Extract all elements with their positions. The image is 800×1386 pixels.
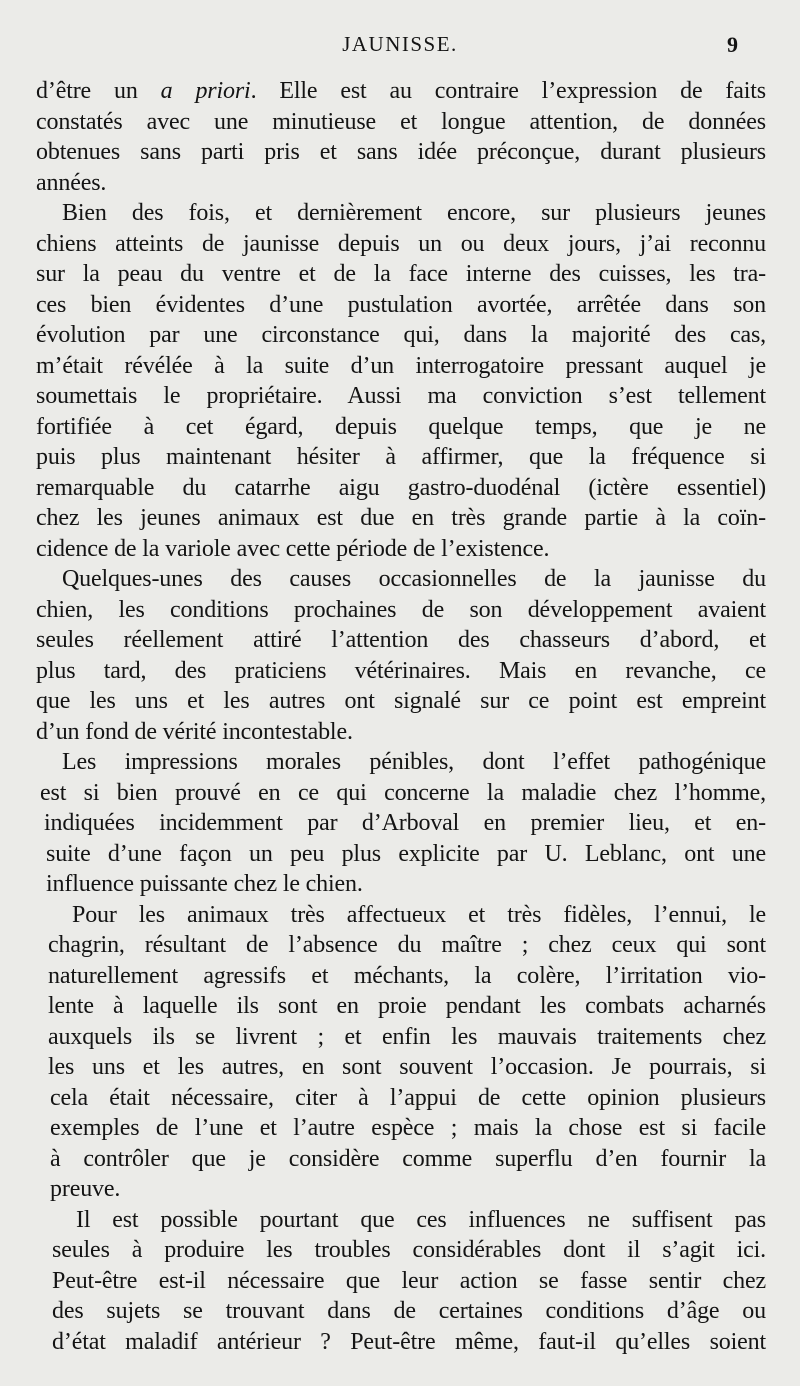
text-line: sur la peau du ventre et de la face interne des cuisses, les tra- bbox=[36, 261, 766, 287]
text-line: suite d’une façon un peu plus explicite par U. Leblanc, ont une bbox=[46, 840, 766, 867]
page-number: 9 bbox=[727, 32, 738, 57]
text-line: évolution par une circonstance qui, dans la majorité des cas, bbox=[36, 322, 766, 348]
text-line: Quelques-unes des causes occasionnelles de la jaunisse du bbox=[62, 566, 766, 592]
text-line: d’état maladif antérieur ? Peut-être même, faut-il qu’elles soient bbox=[52, 1328, 766, 1355]
text-line: d’être un a priori. Elle est au contraire l’expression de faits bbox=[36, 78, 766, 104]
text-line: remarquable du catarrhe aigu gastro-duodénal (ictère essentiel) bbox=[36, 474, 766, 501]
text-line: puis plus maintenant hésiter à affirmer, que la fréquence si bbox=[36, 444, 766, 470]
text-line: indiquées incidemment par d’Arboval en premier lieu, et en- bbox=[44, 810, 766, 836]
text-line: que les uns et les autres ont signalé sur ce point est empreint bbox=[36, 688, 766, 714]
running-title: JAUNISSE. bbox=[342, 32, 458, 56]
text-line: seules à produire les troubles considérables dont il s’agit ici. bbox=[52, 1237, 766, 1263]
text-line: preuve. bbox=[50, 1176, 121, 1202]
text-line: obtenues sans parti pris et sans idée préconçue, durant plusieurs bbox=[36, 139, 766, 165]
text-line: ces bien évidentes d’une pustulation avortée, arrêtée dans son bbox=[36, 291, 766, 318]
text-line: influence puissante chez le chien. bbox=[46, 871, 363, 897]
text-line: les uns et les autres, en sont souvent l’occasion. Je pourrais, si bbox=[48, 1054, 766, 1080]
text-line: des sujets se trouvant dans de certaines conditions d’âge ou bbox=[52, 1298, 766, 1324]
text-line: années. bbox=[36, 169, 107, 196]
text-line: soumettais le propriétaire. Aussi ma conviction s’est tellement bbox=[36, 383, 766, 409]
text-line: chez les jeunes animaux est due en très grande partie à la coïn- bbox=[36, 505, 766, 531]
text-line: chiens atteints de jaunisse depuis un ou deux jours, j’ai reconnu bbox=[36, 230, 766, 257]
text-line: d’un fond de vérité incontestable. bbox=[36, 718, 353, 745]
text-line: m’était révélée à la suite d’un interrogatoire pressant auquel je bbox=[36, 352, 766, 379]
text-line: Pour les animaux très affectueux et très fidèles, l’ennui, le bbox=[72, 901, 766, 928]
text-line: constatés avec une minutieuse et longue attention, de données bbox=[36, 108, 766, 135]
body-text bbox=[36, 76, 766, 1357]
running-head bbox=[0, 32, 800, 62]
text-line: plus tard, des praticiens vétérinaires. Mais en revanche, ce bbox=[36, 657, 766, 684]
text-line: est si bien prouvé en ce qui concerne la maladie chez l’homme, bbox=[40, 779, 766, 806]
text-line: chagrin, résultant de l’absence du maître ; chez ceux qui sont bbox=[48, 932, 766, 958]
text-line: cidence de la variole avec cette période de l’existence. bbox=[36, 535, 550, 562]
text-line: cela était nécessaire, citer à l’appui de cette opinion plusieurs bbox=[50, 1084, 766, 1111]
text-line: exemples de l’une et l’autre espèce ; mais la chose est si facile bbox=[50, 1115, 766, 1141]
text-line: Peut-être est-il nécessaire que leur action se fasse sentir chez bbox=[52, 1267, 766, 1294]
text-line: seules réellement attiré l’attention des chasseurs d’abord, et bbox=[36, 627, 766, 653]
text-line: à contrôler que je considère comme superflu d’en fournir la bbox=[50, 1145, 766, 1172]
text-line: lente à laquelle ils sont en proie pendant les combats acharnés bbox=[48, 993, 766, 1019]
text-line: chien, les conditions prochaines de son développement avaient bbox=[36, 596, 766, 623]
text-line: Bien des fois, et dernièrement encore, sur plusieurs jeunes bbox=[62, 200, 766, 226]
text-line: Il est possible pourtant que ces influences ne suffisent pas bbox=[76, 1206, 766, 1233]
text-line: auxquels ils se livrent ; et enfin les mauvais traitements chez bbox=[48, 1023, 766, 1050]
text-line: fortifiée à cet égard, depuis quelque temps, que je ne bbox=[36, 413, 766, 440]
text-line: naturellement agressifs et méchants, la colère, l’irritation vio- bbox=[48, 962, 766, 989]
text-line: Les impressions morales pénibles, dont l’effet pathogénique bbox=[62, 749, 766, 775]
